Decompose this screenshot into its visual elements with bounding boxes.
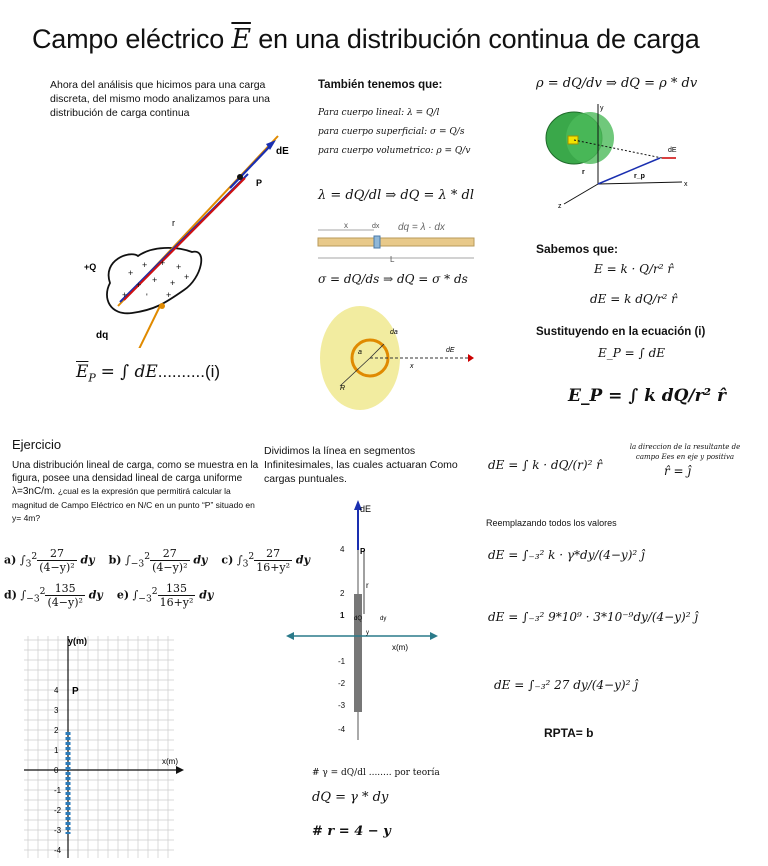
dE-integral-eq: dE = ∫ k · dQ/(r)² r̂ — [488, 458, 602, 472]
svg-text:+: + — [176, 262, 182, 272]
title-symbol: $\overline{E}$ — [231, 24, 251, 55]
tambien-heading: También tenemos que: — [318, 79, 443, 91]
svg-text:-1: -1 — [338, 657, 346, 666]
svg-text:r: r — [366, 581, 369, 590]
grid-tick--2: -2 — [54, 806, 62, 815]
dQ-note: dQ = γ * dy — [312, 790, 389, 805]
svg-text:+: + — [136, 280, 142, 290]
svg-text:a: a — [358, 349, 362, 356]
svg-text:x(m): x(m) — [392, 643, 408, 652]
sphere-figure — [540, 100, 690, 212]
grid-tick--3: -3 — [54, 826, 62, 835]
svg-text:4: 4 — [340, 545, 345, 554]
linear-density: Para cuerpo lineal: λ = Q/l — [318, 108, 440, 118]
svg-text:dx: dx — [372, 223, 380, 230]
fig-dq-label: dq — [96, 330, 109, 341]
svg-text:P: P — [360, 547, 366, 556]
svg-text:+: + — [152, 275, 158, 285]
densities-list — [318, 104, 470, 161]
equation-i: $\overline{E}_P$ = ∫ dE..........(i) — [76, 362, 221, 385]
rhat-eq: r̂ = ĵ — [664, 464, 692, 478]
dividimos-text: Dividimos la línea en segmentos Infinitesimales, las cuales actuaran Como cargas puntuales. — [264, 445, 458, 485]
grid-tick-2: 2 — [54, 726, 59, 735]
fig-r-label: r — [172, 218, 175, 228]
svg-text:z: z — [558, 203, 562, 210]
svg-text:': ' — [146, 292, 148, 302]
svg-text:2: 2 — [340, 589, 345, 598]
dE-values-eq: dE = ∫₋₃² 9*10⁹ · 3*10⁻⁹dy/(4−y)² ĵ — [488, 610, 699, 624]
option-d[interactable]: d) $\int_{-3}^2$ $\frac{135}{\text{(4−y)²}}$ dy — [4, 581, 103, 609]
ejercicio-heading: Ejercicio — [12, 437, 62, 452]
grid-tick--4: -4 — [54, 846, 62, 855]
svg-text:+: + — [128, 268, 134, 278]
sabemos-heading: Sabemos que: — [536, 242, 619, 256]
svg-text:r: r — [582, 169, 585, 176]
answer-text: RPTA= b — [544, 726, 594, 740]
option-e[interactable]: e) $\int_{-3}^2$ $\frac{135}{\text{16+y²}}$ dy — [116, 581, 214, 609]
option-c[interactable]: c) $\int_3^2$ $\frac{27}{\text{16+y²}}$ dy — [221, 546, 310, 574]
ejercicio-text: Una distribución lineal de carga, como se muestra en la figura, posee una densidad lineal de carga uniforme λ=3nC/m. ¿cual es la expresión que permitirá calcular la magnitud de Campo Eléctrico en N/C en un punto “P” situado en y= 4m? — [12, 460, 259, 523]
svg-text:y: y — [600, 105, 604, 112]
svg-text:+: + — [160, 258, 166, 268]
title-text: Campo eléctrico — [32, 24, 225, 54]
volume-density: para cuerpo volumetrico: ρ = Q/v — [318, 146, 471, 156]
svg-text:dE: dE — [446, 347, 455, 354]
svg-text:dQ: dQ — [354, 616, 363, 622]
svg-text:1: 1 — [340, 611, 345, 620]
charge-distribution-figure — [80, 128, 300, 348]
svg-text:+: + — [170, 278, 176, 288]
grid-tick--1: -1 — [54, 786, 62, 795]
ep-integral-eq: E_P = ∫ dE — [598, 346, 666, 360]
grid-tick-4: 4 — [54, 686, 59, 695]
svg-text:dE: dE — [668, 147, 677, 154]
page-title — [32, 24, 700, 55]
grid-tick-3: 3 — [54, 706, 59, 715]
svg-text:R: R — [340, 385, 346, 392]
option-a[interactable]: a) $\int_3^2$ $\frac{27}{\text{(4−y)²}}$ dy — [4, 546, 95, 574]
coulomb-field-eq: E = k · Q/r² r̂ — [594, 262, 674, 276]
segment-figure — [284, 496, 444, 746]
lambda-equation: λ = dQ/dl ⇒ dQ = λ * dl — [318, 188, 475, 203]
sustituyendo-text: Sustituyendo en la ecuación (i) — [536, 326, 706, 338]
r-note: # r = 4 − y — [312, 824, 391, 839]
grid-tick-1: 1 — [54, 746, 59, 755]
svg-text:x: x — [684, 181, 688, 188]
svg-text:+: + — [142, 260, 148, 270]
surface-density: para cuerpo superficial: σ = Q/s — [318, 127, 465, 137]
svg-text:dy: dy — [380, 616, 387, 622]
svg-text:+: + — [166, 290, 172, 300]
svg-text:-4: -4 — [338, 725, 346, 734]
gamma-note: # γ = dQ/dl ........ por teoría — [312, 768, 440, 778]
svg-text:dq = λ · dx: dq = λ · dx — [398, 222, 445, 233]
svg-text:x: x — [410, 363, 414, 370]
svg-text:L: L — [390, 255, 395, 264]
grid-tick-0: 0 — [54, 766, 59, 775]
svg-text:r_p: r_p — [634, 173, 645, 180]
fig-P-label: P — [256, 178, 263, 188]
svg-text:da: da — [390, 329, 398, 336]
fig-Q-label: +Q — [84, 262, 97, 272]
svg-text:y: y — [366, 630, 369, 636]
svg-text:x: x — [344, 221, 348, 230]
sigma-equation: σ = dQ/ds ⇒ dQ = σ * ds — [318, 272, 468, 286]
intro-text: Ahora del análisis que hicimos para una carga discreta, del mismo modo analizamos para una distribución de carga continua — [50, 79, 271, 119]
rod-figure — [316, 218, 476, 264]
reemplazando-text: Reemplazando todos los valores — [486, 518, 617, 528]
ep-integral-full-eq: E_P = ∫ k dQ/r² r̂ — [568, 386, 726, 406]
dE-final-eq: dE = ∫₋₃² 27 dy/(4−y)² ĵ — [494, 678, 638, 692]
svg-text:-2: -2 — [338, 679, 346, 688]
svg-text:+: + — [184, 272, 190, 282]
disk-figure — [318, 304, 478, 414]
svg-text:y(m): y(m) — [68, 636, 88, 646]
svg-text:dE: dE — [360, 504, 372, 514]
svg-text:+: + — [122, 290, 128, 300]
field-differential-eq: dE = k dQ/r² r̂ — [590, 292, 677, 306]
answer-options — [4, 546, 310, 610]
fig-dE-label: dE — [276, 146, 289, 157]
option-b[interactable]: b) $\int_{-3}^2$ $\frac{27}{\text{(4−y)²}}$ dy — [108, 546, 208, 574]
title-rest: en una distribución continua de carga — [258, 24, 700, 54]
svg-text:x(m): x(m) — [162, 757, 178, 766]
rho-equation: ρ = dQ/dv ⇒ dQ = ρ * dv — [536, 76, 698, 91]
svg-text:P: P — [72, 686, 79, 697]
direction-note: la direccion de la resultante de campo Ees en eje y positiva — [629, 443, 741, 461]
dE-gamma-eq: dE = ∫₋₃² k · γ*dy/(4−y)² ĵ — [488, 548, 645, 562]
grid-figure — [24, 632, 194, 858]
svg-text:-3: -3 — [338, 701, 346, 710]
